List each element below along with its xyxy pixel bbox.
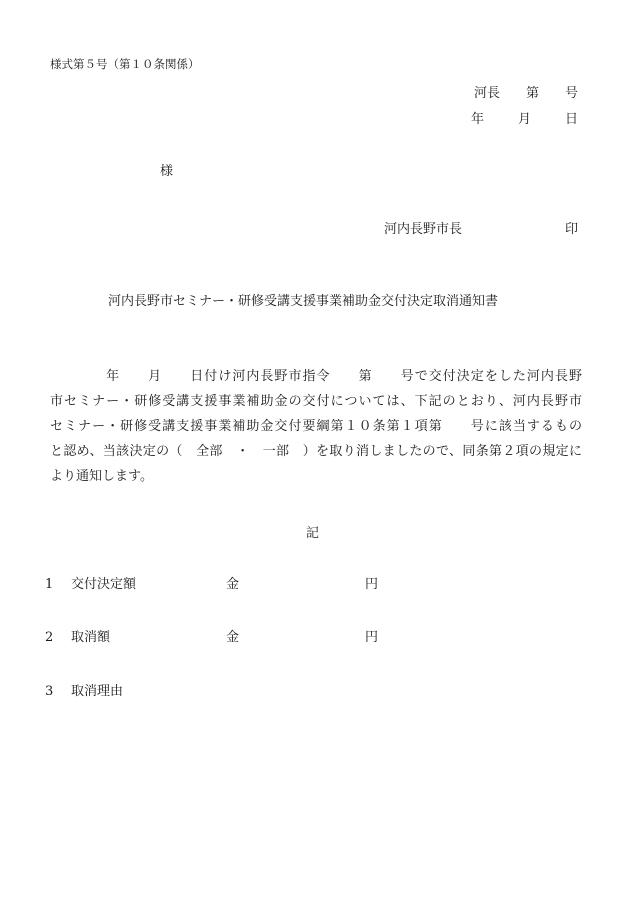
item-label: 交付決定額 [71, 577, 137, 592]
item-label: 取消理由 [71, 684, 124, 699]
body-line: より通知します。 [50, 469, 153, 484]
form-reference: 様式第５号（第１０条関係） [50, 57, 200, 71]
doc-number-dai: 第 [525, 86, 539, 101]
document-title: 河内長野市セミナー・研修受講支援事業補助金交付決定取消通知書 [108, 294, 499, 309]
body-line: 年 月 日付け河内長野市指令 第 号で交付決定をした河内長野 [50, 369, 582, 384]
date-day: 日 [564, 112, 578, 127]
item-label: 取消額 [71, 630, 111, 645]
list-item [45, 573, 136, 592]
item-number: 1 [45, 577, 54, 592]
date-year: 年 [470, 112, 484, 127]
date-month: 月 [517, 112, 531, 127]
seal-mark: 印 [565, 222, 579, 237]
date-line [471, 108, 578, 127]
item-number: 2 [45, 630, 54, 645]
amount-yen: 円 [365, 630, 379, 645]
body-line: と認め、当該決定の（ 全部 ・ 一部 ）を取り消しましたので、同条第２項の規定に [50, 444, 582, 459]
amount-yen: 円 [365, 577, 379, 592]
body-line: 市セミナー・研修受講支援事業補助金の交付については、下記のとおり、河内長野市 [50, 394, 582, 409]
ki-heading: 記 [306, 526, 320, 541]
addressee: 様 [160, 164, 174, 179]
body-paragraph [50, 364, 582, 489]
doc-number-prefix: 河長 [473, 86, 500, 101]
body-line: セミナー・研修受講支援事業補助金交付要綱第１０条第１項第 号に該当するもの [50, 419, 582, 434]
amount-kin: 金 [226, 577, 240, 592]
amount-kin: 金 [226, 630, 240, 645]
issuer: 河内長野市長 [384, 222, 463, 237]
doc-number-go: 号 [564, 86, 578, 101]
item-number: 3 [45, 684, 54, 699]
list-item [45, 626, 110, 645]
document-number [474, 82, 578, 101]
list-item [45, 680, 123, 699]
